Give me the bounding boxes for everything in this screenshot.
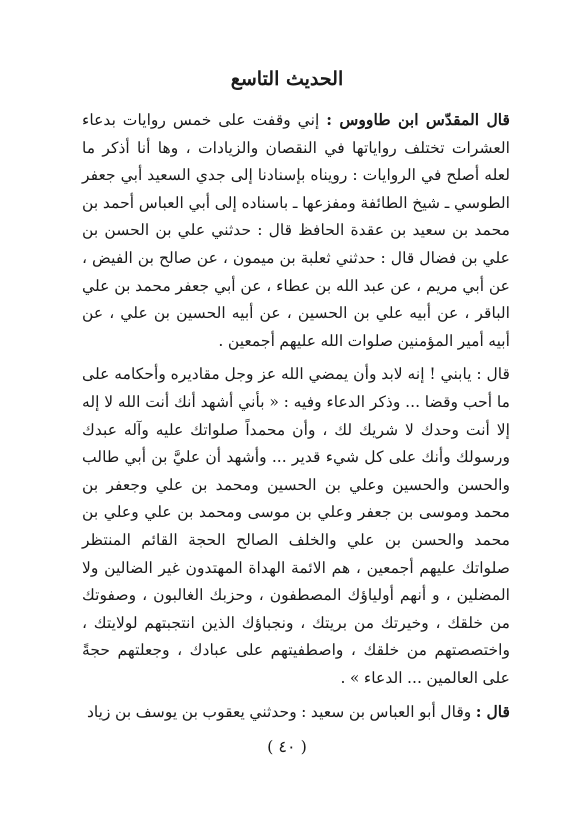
paragraph-text: وقال أبو العباس بن سعيد : وحدثني يعقوب بن يوسف بن زياد	[86, 703, 476, 722]
paragraph-lead: قال المقدّس ابن طاووس :	[326, 110, 510, 129]
paragraph-3	[82, 698, 510, 727]
paragraph-text: قال : يابني ! إنه لابد وأن يمضي الله عز وجل مقاديره وأحكامه على ما أحب وقضا ... وذكر الدعاء وفيه : « بأني أشهد أنك أنت الله لا إله إلا أنت وحدك لا شريك لك ، وأن محمداً صلواتك عليه وآله عبدك ورسولك وأنك على كل شيء قدير ... وأشهد أن عليَّ بن أبي طالب والحسن والحسين وعلي بن الحسين ومحمد بن علي وجعفر بن محمد وموسى بن جعفر وعلي بن موسى ومحمد بن علي وعلي بن محمد والحسن بن علي والخلف الصالح الحجة القائم المنتظر صلواتك عليهم أجمعين ، هم الائمة الهداة المهتدون غير الضالين ولا المضلين ، و أنهم أولياؤك المصطفون ، وحزبك الغالبون ، وصفوتك من خلقك ، وخيرتك من بريتك ، ونجباؤك الذين انتجبتهم لولايتك ، واختصصتهم من خلقك ، واصطفيتهم على عبادك ، وجعلتهم حجةً على العالمين ... الدعاء » .	[82, 365, 510, 687]
paragraph-1	[82, 106, 510, 355]
paragraph-text: إني وقفت على خمس روايات بدعاء العشرات تختلف رواياتها في النقصان والزيادات ، وها أنا أذكر ما لعله أصلح في الروايات : رويناه بإسنادنا إلى جدي السعيد أبي جعفر الطوسي ـ شيخ الطائفة ومفزعها ـ باسناده إلى أبي العباس أحمد بن محمد بن سعيد بن عقدة الحافظ قال : حدثني علي بن الحسن بن علي بن فضال قال : حدثني ثعلبة بن ميمون ، عن صالح بن الفيض ، عن أبي مريم ، عن عبد الله بن عطاء ، عن أبي جعفر محمد بن علي الباقر ، عن أبيه علي بن الحسين ، عن أبيه الحسين بن علي ، عن أبيه أمير المؤمنين صلوات الله عليهم أجمعين .	[82, 111, 510, 350]
paragraph-lead: قال :	[475, 702, 510, 722]
page-title: الحديث التاسع	[230, 68, 344, 90]
paragraph-2	[82, 361, 510, 692]
page-number: ( ٤٠ )	[267, 737, 307, 756]
body-text	[82, 106, 510, 733]
